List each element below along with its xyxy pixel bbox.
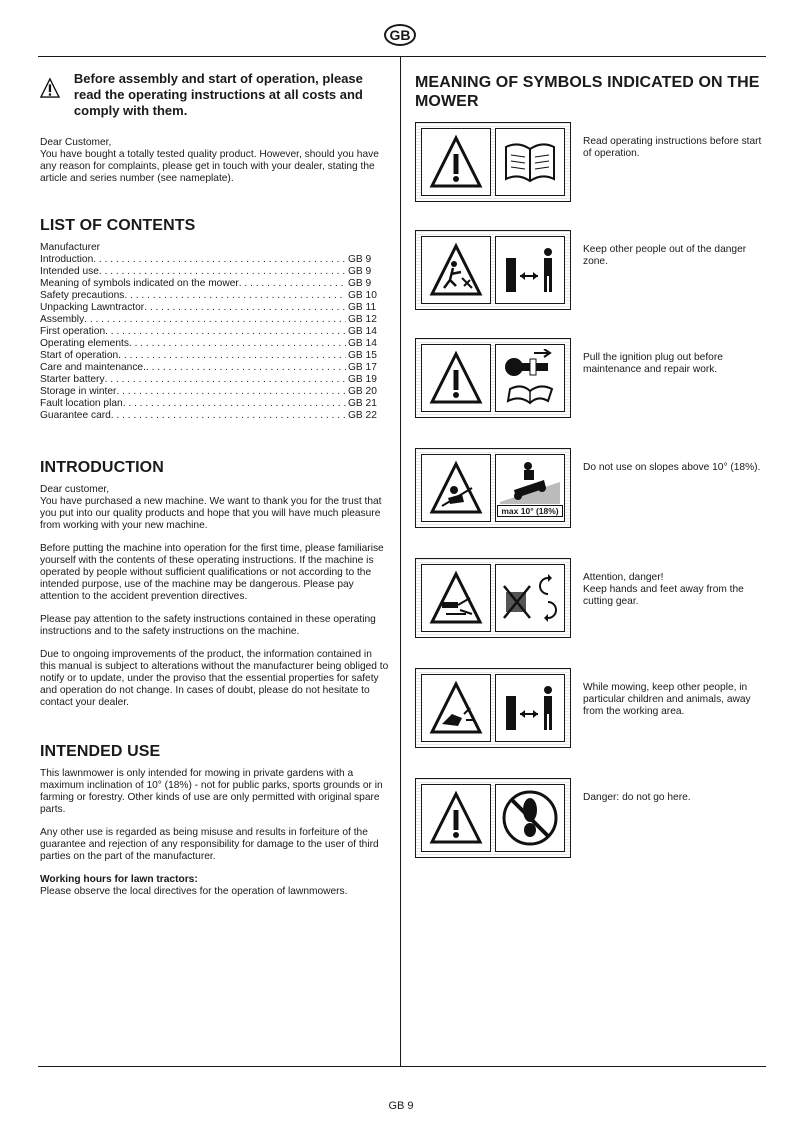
working-hours-text: Please observe the local directives for the operation of lawnmowers. xyxy=(40,886,348,897)
intended-use-p2: Any other use is regarded as being misuse and results in forfeiture of the guarantee and rejection of any responsibility for damage to the user of third parties on the part of the manufacturer. xyxy=(40,827,379,862)
toc-row: Assembly . . . GB 12 xyxy=(40,314,390,326)
thrown-object-warning-icon xyxy=(428,242,484,298)
symbol-description: Danger: do not go here. xyxy=(583,792,691,803)
toc-row: Unpacking Lawntractor . . . GB 11 xyxy=(40,302,390,314)
tipping-warning-icon xyxy=(428,460,484,516)
symbol-description: Pull the ignition plug out before maintenance and repair work. xyxy=(583,352,723,375)
column-divider xyxy=(400,56,401,1066)
toc-row: First operation . . . GB 14 xyxy=(40,326,390,338)
symbol-row xyxy=(415,448,763,528)
introduction-p2: You have purchased a new machine. We want to thank you for the trust that you put into our quality products and hope that you will have much pleasure from working with your new machine. xyxy=(40,496,382,531)
contents-list xyxy=(40,254,390,422)
hands-feet-away-icon xyxy=(500,570,560,626)
customer-letter: You have bought a totally tested quality product. However, should you have any reason for complaints, please get in touch with your dealer, stating the article and series number (see nameplate). xyxy=(40,149,379,184)
toc-row: Operating elements . . . GB 14 xyxy=(40,338,390,350)
mower-thrown-object-icon xyxy=(428,680,484,736)
symbol-row xyxy=(415,668,763,748)
toc-row: Meaning of symbols indicated on the mower . . . GB 9 xyxy=(40,278,390,290)
page-number: GB 9 xyxy=(388,1100,414,1112)
introduction-p5: Due to ongoing improvements of the product, the information contained in this manual is subject to alterations without the manufacturer being obliged to notify or to update, under the proviso that the essential properties for safety and operation do not change. In cases of doubt, please do not hesitate to contact your dealer. xyxy=(40,649,389,708)
symbol-description: While mowing, keep other people, in particular children and animals, away from the working area. xyxy=(583,682,751,717)
symbol-row xyxy=(415,230,763,310)
symbols-heading: MEANING OF SYMBOLS INDICATED ON THE MOWER xyxy=(415,74,760,110)
intended-use-heading: INTENDED USE xyxy=(40,743,161,760)
toc-row: Start of operation . . . GB 15 xyxy=(40,350,390,362)
cutting-blade-warning-icon xyxy=(428,570,484,626)
country-badge: GB xyxy=(384,24,416,46)
right-column xyxy=(415,66,765,803)
warning-triangle-icon xyxy=(428,134,484,190)
symbol-panel xyxy=(415,448,571,528)
toc-row: Care and maintenance. . . . GB 17 xyxy=(40,362,390,374)
symbol-description: Attention, danger! Keep hands and feet away from the cutting gear. xyxy=(583,572,744,607)
symbol-panel xyxy=(415,668,571,748)
warning-triangle-icon xyxy=(40,66,60,110)
customer-greeting: Dear Customer, xyxy=(40,137,112,148)
symbol-row xyxy=(415,338,763,418)
symbol-panel xyxy=(415,338,571,418)
warning-triangle-icon xyxy=(428,350,484,406)
symbol-row xyxy=(415,122,763,202)
symbol-panel xyxy=(415,230,571,310)
warning-box xyxy=(40,66,390,119)
footer-rule xyxy=(38,1066,766,1067)
symbol-description: Read operating instructions before start of operation. xyxy=(583,136,762,159)
tractor-slope-icon xyxy=(498,460,562,504)
toc-row: Intended use . . . GB 9 xyxy=(40,266,390,278)
intended-use-p1: This lawnmower is only intended for mowing in private gardens with a maximum inclination of 10° (18%) - not for public parks, sports grounds or in farming or forestry. Other kinds of use are only permitted with original spare parts. xyxy=(40,768,383,815)
symbol-description: Do not use on slopes above 10° (18%). xyxy=(583,462,761,473)
keep-distance-icon xyxy=(500,242,560,298)
warning-text: Before assembly and start of operation, please read the operating instructions at all costs and comply with them. xyxy=(73,71,363,118)
symbol-panel xyxy=(415,558,571,638)
warning-triangle-icon xyxy=(428,790,484,846)
keep-distance-icon xyxy=(500,680,560,736)
contents-manufacturer: Manufacturer xyxy=(40,242,101,253)
introduction-heading: INTRODUCTION xyxy=(40,459,164,476)
symbol-description: Keep other people out of the danger zone. xyxy=(583,244,747,267)
toc-row: Fault location plan . . . GB 21 xyxy=(40,398,390,410)
toc-row: Safety precautions . . . GB 10 xyxy=(40,290,390,302)
header-rule xyxy=(38,56,766,57)
introduction-p1: Dear customer, xyxy=(40,484,110,495)
spark-plug-manual-icon xyxy=(500,349,560,407)
manual-book-icon xyxy=(502,139,558,185)
introduction-p3: Before putting the machine into operation for the first time, please familiarise yourself with the contents of these operating instructions. If the machine is operated by people without sufficient qualifications or not according to the intended purpose, use of the machine may be dangerous. Please pay attention to the accident prevention directives. xyxy=(40,543,384,602)
symbol-panel xyxy=(415,778,571,858)
symbol-row xyxy=(415,778,763,858)
no-step-icon xyxy=(500,788,560,848)
introduction-p4: Please pay attention to the safety instructions contained in these operating instructions and to the safety instructions on the machine. xyxy=(40,614,376,637)
symbol-row xyxy=(415,558,763,638)
toc-row: Introduction . . . GB 9 xyxy=(40,254,390,266)
left-column xyxy=(40,66,390,898)
toc-row: Starter battery . . . GB 19 xyxy=(40,374,390,386)
contents-heading: LIST OF CONTENTS xyxy=(40,217,196,234)
slope-label: max 10° (18%) xyxy=(497,505,562,517)
toc-row: Storage in winter . . . GB 20 xyxy=(40,386,390,398)
toc-row: Guarantee card . . . GB 22 xyxy=(40,410,390,422)
working-hours-heading: Working hours for lawn tractors: xyxy=(40,874,198,885)
symbol-panel xyxy=(415,122,571,202)
